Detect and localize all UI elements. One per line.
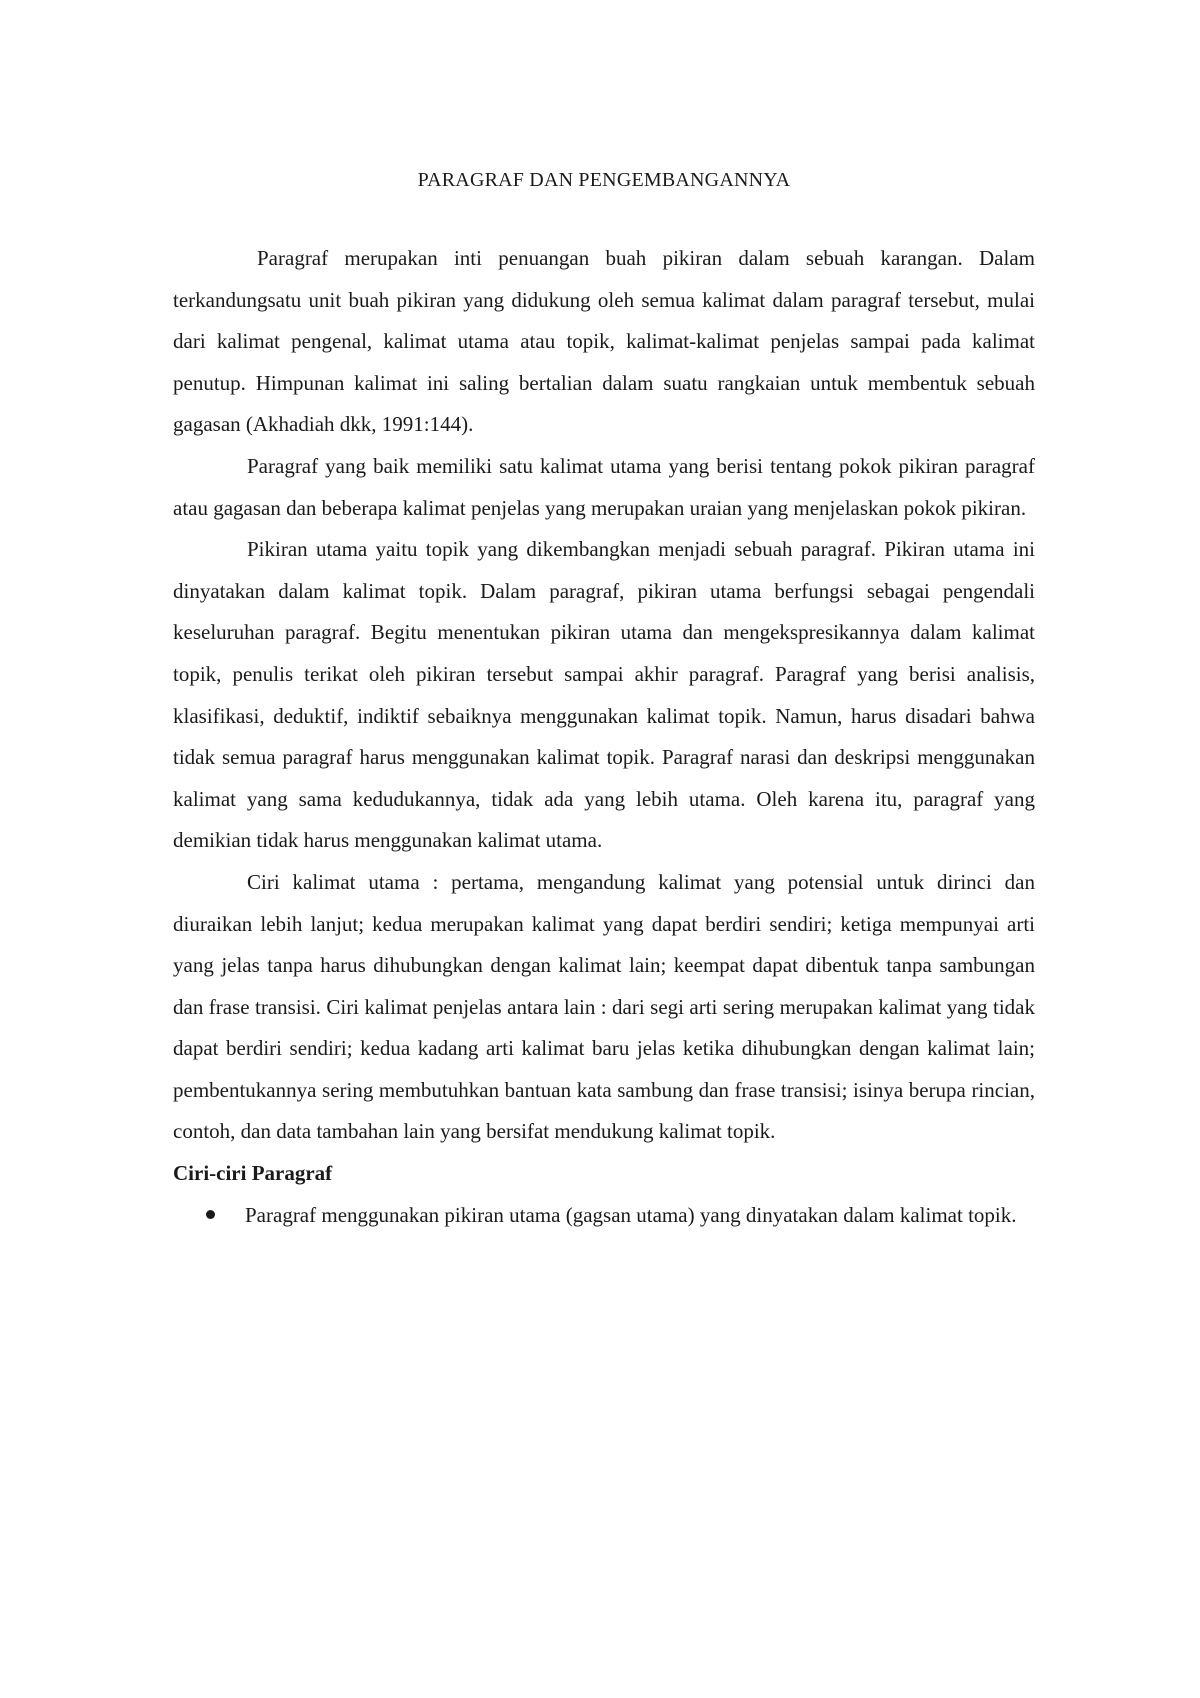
bullet-item-text: Paragraf menggunakan pikiran utama (gagsan utama) yang dinyatakan dalam kalimat topik. [245, 1202, 1017, 1227]
bullet-list [173, 1195, 1035, 1237]
bullet-dot-icon [206, 1210, 215, 1219]
paragraph-3: Pikiran utama yaitu topik yang dikembangkan menjadi sebuah paragraf. Pikiran utama ini dinyatakan dalam kalimat topik. Dalam paragraf, pikiran utama berfungsi sebagai pengendali keseluruhan paragraf. Begitu menentukan pikiran utama dan mengekspresikannya dalam kalimat topik, penulis terikat oleh pikiran tersebut sampai akhir paragraf. Paragraf yang berisi analisis, klasifikasi, deduktif, indiktif sebaiknya menggunakan kalimat topik. Namun, harus disadari bahwa tidak semua paragraf harus menggunakan kalimat topik. Paragraf narasi dan deskripsi menggunakan kalimat yang sama kedudukannya, tidak ada yang lebih utama. Oleh karena itu, paragraf yang demikian tidak harus menggunakan kalimat utama. [173, 537, 1035, 853]
document-title: PARAGRAF DAN PENGEMBANGANNYA [417, 169, 791, 191]
section-heading: Ciri-ciri Paragraf [173, 1161, 333, 1186]
paragraph-4: Ciri kalimat utama : pertama, mengandung kalimat yang potensial untuk dirinci dan diuraikan lebih lanjut; kedua merupakan kalimat yang dapat berdiri sendiri; ketiga mempunyai arti yang jelas tanpa harus dihubungkan dengan kalimat lain; keempat dapat dibentuk tanpa sambungan dan frase transisi. Ciri kalimat penjelas antara lain : dari segi arti sering merupakan kalimat yang tidak dapat berdiri sendiri; kedua kadang arti kalimat baru jelas ketika dihubungkan dengan kalimat lain; pembentukannya sering membutuhkan bantuan kata sambung dan frase transisi; isinya berupa rincian, contoh, dan data tambahan lain yang bersifat mendukung kalimat topik. [173, 869, 1035, 1144]
document-content [173, 168, 1035, 1236]
paragraph-2: Paragraf yang baik memiliki satu kalimat utama yang berisi tentang pokok pikiran paragraf atau gagasan dan beberapa kalimat penjelas yang merupakan uraian yang menjelaskan pokok pikiran. [173, 453, 1035, 520]
bullet-item [173, 1195, 1035, 1237]
paragraph-1: Paragraf merupakan inti penuangan buah pikiran dalam sebuah karangan. Dalam terkandungsatu unit buah pikiran yang didukung oleh semua kalimat dalam paragraf tersebut, mulai dari kalimat pengenal, kalimat utama atau topik, kalimat-kalimat penjelas sampai pada kalimat penutup. Himpunan kalimat ini saling bertalian dalam suatu rangkaian untuk membentuk sebuah gagasan (Akhadiah dkk, 1991:144). [173, 246, 1035, 437]
